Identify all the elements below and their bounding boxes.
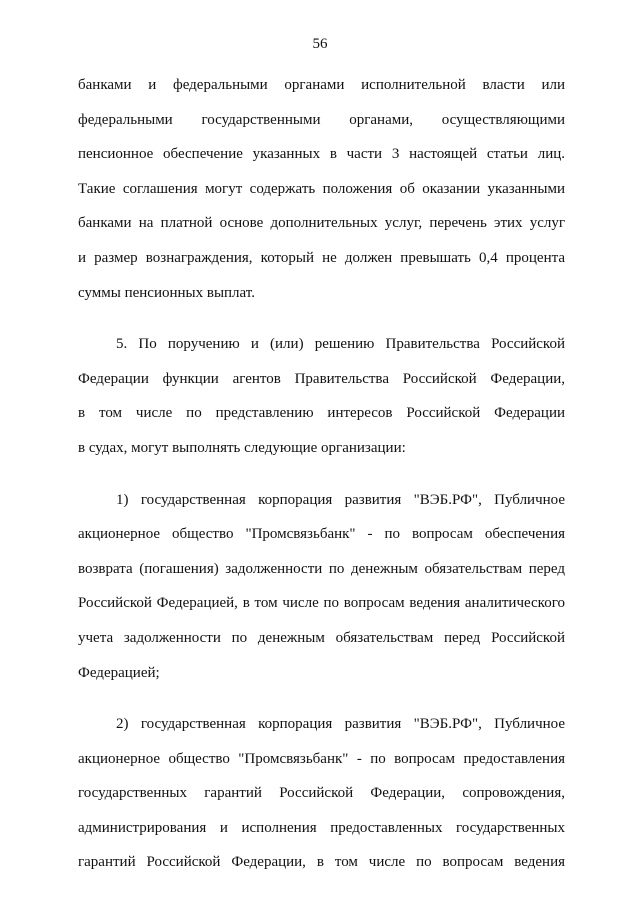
text-line: Такие соглашения могут содержать положения об оказании указанными — [78, 180, 565, 197]
text-line: суммы пенсионных выплат. — [78, 284, 255, 301]
text-line: и размер вознаграждения, который не должен превышать 0,4 процента — [78, 249, 565, 266]
text-line: Федерации функции агентов Правительства Российской Федерации, — [78, 370, 565, 387]
text-line: Российской Федерацией, в том числе по вопросам ведения аналитического — [78, 595, 565, 612]
page-number: 56 — [312, 36, 328, 52]
text-line: государственных гарантий Российской Федерации, сопровождения, — [78, 785, 565, 802]
text-line: 1) государственная корпорация развития "ВЭБ.РФ", Публичное — [116, 491, 565, 508]
paragraph-subitem-1 — [78, 483, 565, 691]
text-line: 2) государственная корпорация развития "ВЭБ.РФ", Публичное — [116, 716, 565, 733]
text-line: акционерное общество "Промсвязьбанк" - по вопросам обеспечения — [78, 526, 565, 543]
text-line: банками на платной основе дополнительных услуг, перечень этих услуг — [78, 215, 565, 232]
text-line: пенсионное обеспечение указанных в части 3 настоящей статьи лиц. — [78, 146, 565, 163]
document-body — [78, 68, 565, 880]
text-line: администрирования и исполнения предоставленных государственных — [78, 819, 565, 836]
text-line: Федерацией; — [78, 664, 160, 681]
text-line: федеральными государственными органами, осуществляющими — [78, 111, 565, 128]
paragraph-subitem-2 — [78, 707, 565, 880]
text-line: гарантий Российской Федерации, в том числе по вопросам ведения — [78, 854, 565, 871]
text-line: возврата (погашения) задолженности по денежным обязательствам перед — [78, 560, 565, 577]
paragraph-item-5 — [78, 327, 565, 465]
paragraph-continuation — [78, 68, 565, 310]
text-line: в судах, могут выполнять следующие организации: — [78, 439, 406, 456]
text-line: банками и федеральными органами исполнительной власти или — [78, 77, 565, 93]
text-line: в том числе по представлению интересов Российской Федерации — [78, 405, 565, 422]
text-line: акционерное общество "Промсвязьбанк" - по вопросам предоставления — [78, 750, 565, 767]
text-line: учета задолженности по денежным обязательствам перед Российской — [78, 629, 565, 646]
text-line: 5. По поручению и (или) решению Правительства Российской — [116, 336, 565, 353]
